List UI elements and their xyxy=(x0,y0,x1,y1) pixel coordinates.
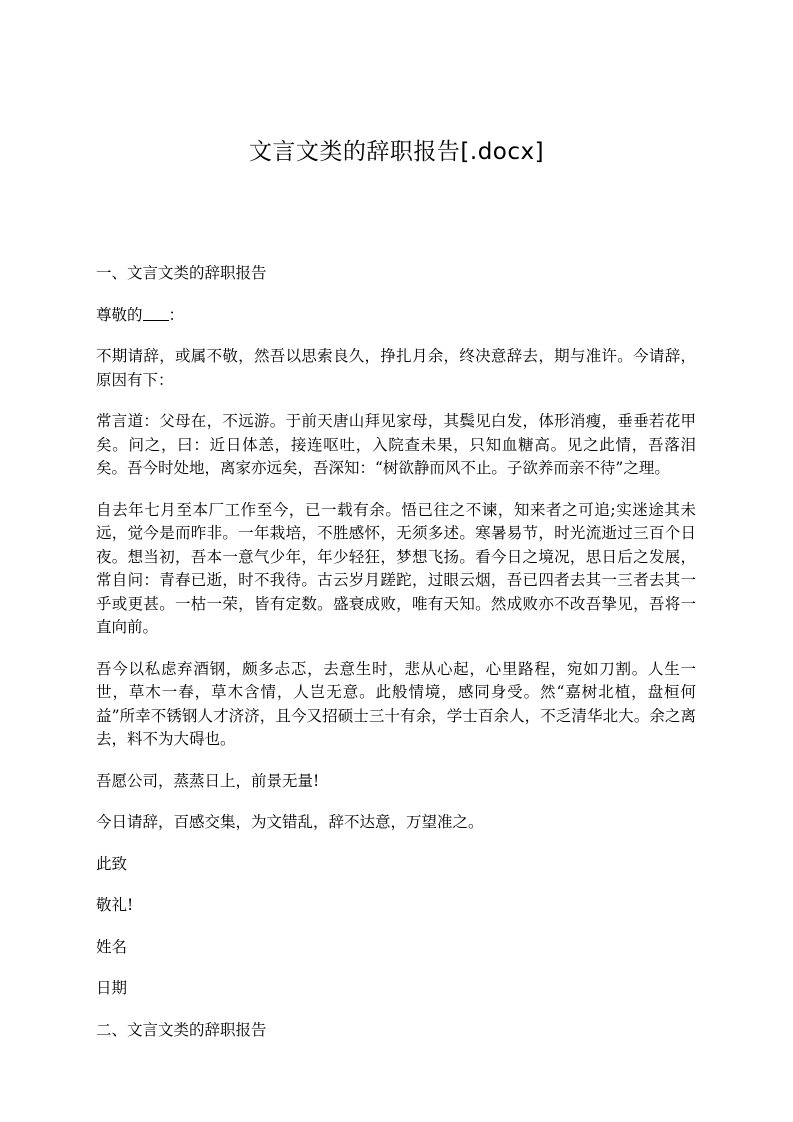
document-body xyxy=(96,262,696,1060)
section-heading-2: 二、文言文类的辞职报告 xyxy=(96,1020,267,1039)
salutation-colon: ： xyxy=(168,305,185,324)
closing-line-1: 此致 xyxy=(96,854,128,873)
salutation-text: 尊敬的 xyxy=(96,305,143,324)
paragraph-departure: 吾今以私虑弃酒钢，颇多忐忑，去意生时，悲从心起，心里路程，宛如刀割。人生一世，草木一春，草木含情，人岂无意。此般情境，感同身受。然“嘉树北植，盘桓何益”所幸不锈钢人才济济，且今又招硕士三十有余，学士百余人，不乏清华北大。余之离去，料不为大碍也。 xyxy=(96,659,696,748)
paragraph-family: 常言道：父母在，不远游。于前天唐山拜见家母，其鬓见白发，体形消瘦，垂垂若花甲矣。问之，曰：近日体恙，接连呕吐，入院查未果，只知血糖高。见之此情，吾落泪矣。吾今时处地，离家亦远矣，吾深知：“树欲静而风不止。子欲养而亲不待”之理。 xyxy=(96,412,696,477)
salutation-line xyxy=(96,304,696,328)
signature-date: 日期 xyxy=(96,979,128,997)
closing-line-2: 敬礼! xyxy=(96,896,134,914)
paragraph-intro: 不期请辞，或属不敬，然吾以思索良久，挣扎月余，终决意辞去，期与准许。今请辞，原因有下： xyxy=(96,347,696,389)
recipient-blank xyxy=(143,306,169,321)
paragraph-wishes: 吾愿公司，蒸蒸日上，前景无量! xyxy=(96,771,320,790)
section-heading-1: 一、文言文类的辞职报告 xyxy=(96,264,267,282)
paragraph-request: 今日请辞，百感交集，为文错乱，辞不达意，万望准之。 xyxy=(96,813,484,831)
document-title: 文言文类的辞职报告[.docx] xyxy=(248,139,545,165)
paragraph-work-history: 自去年七月至本厂工作至今，已一载有余。悟已往之不谏，知来者之可追;实迷途其未远，觉今是而昨非。一年栽培，不胜感怀，无须多述。寒暑易节，时光流逝过三百个日夜。想当初，吾本一意气少年，年少轻狂，梦想飞扬。看今日之境况，思日后之发展，常自问：青春已逝，时不我待。古云岁月蹉跎，过眼云烟，吾已四者去其一三者去其一乎或更甚。一枯一荣，皆有定数。盛衰成败，唯有天知。然成败亦不改吾挚见，吾将一直向前。 xyxy=(96,500,696,636)
signature-name: 姓名 xyxy=(96,937,128,956)
